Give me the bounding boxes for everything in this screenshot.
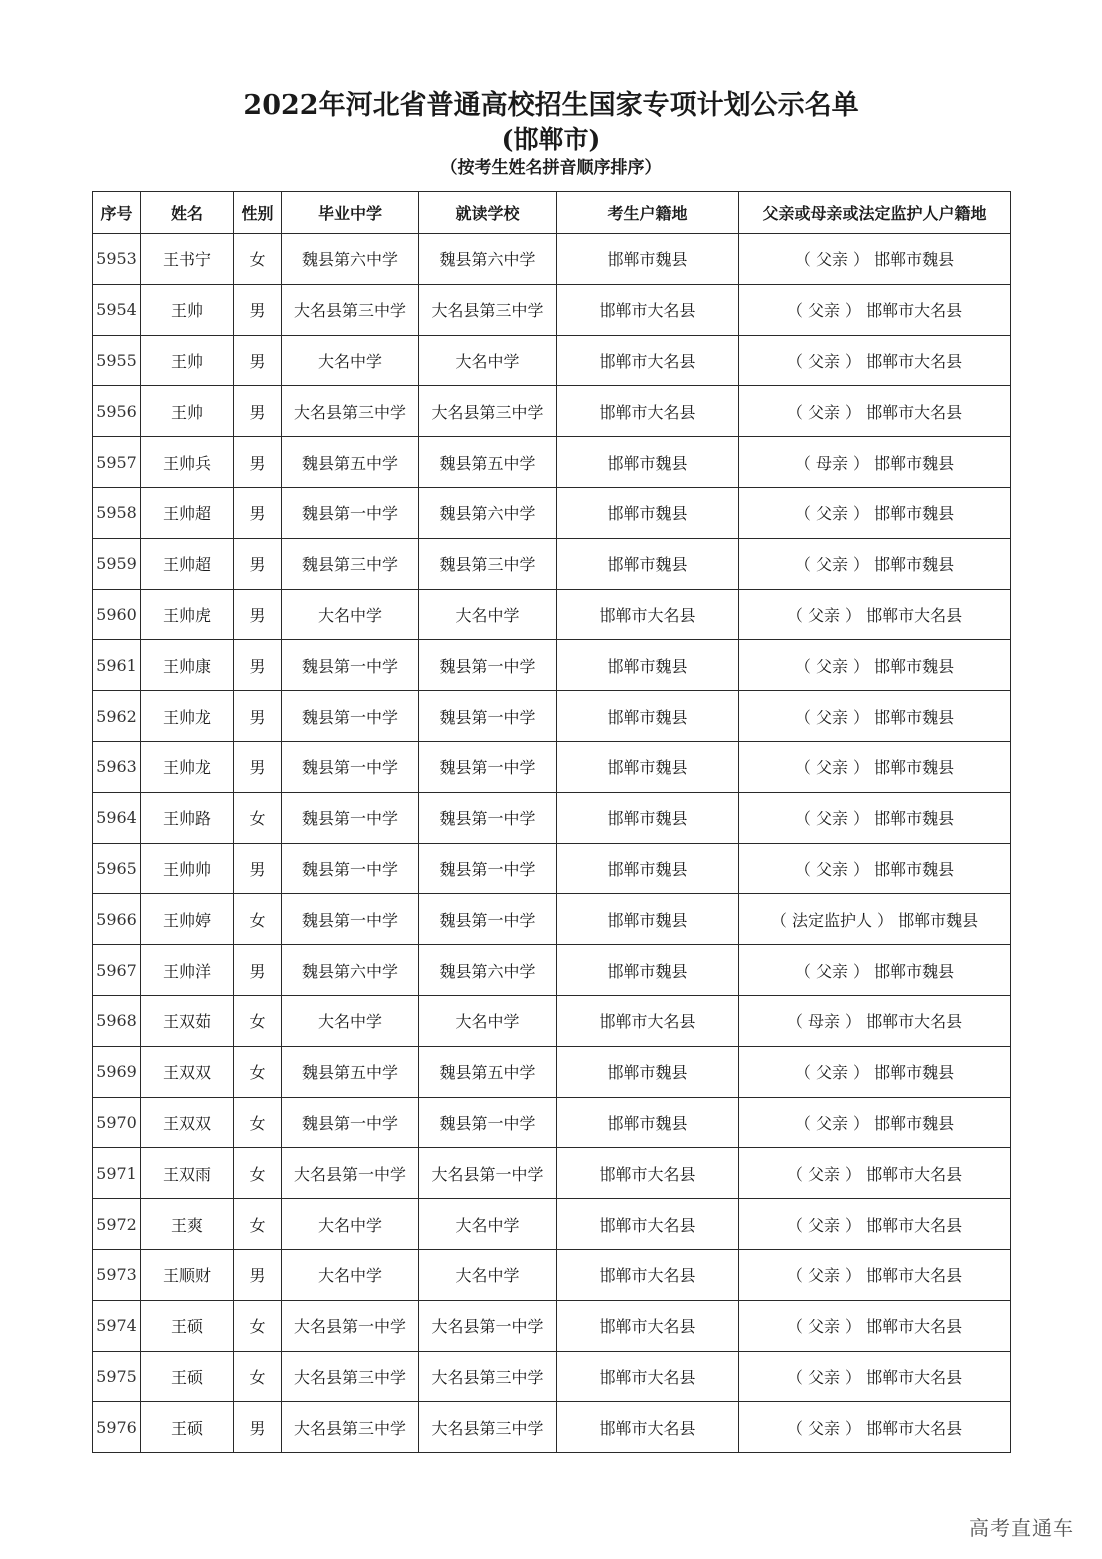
cell-household-registration: 邯郸市魏县 (557, 945, 739, 996)
table-row (93, 589, 1011, 640)
cell-current-school: 大名县第一中学 (419, 1148, 557, 1199)
cell-graduated-school: 大名中学 (282, 995, 419, 1046)
cell-name: 王硕 (141, 1300, 234, 1351)
cell-guardian-registration: （ 母亲 ） 邯郸市魏县 (739, 437, 1011, 488)
cell-guardian-registration: （ 父亲 ） 邯郸市魏县 (739, 792, 1011, 843)
cell-graduated-school: 魏县第一中学 (282, 1097, 419, 1148)
cell-graduated-school: 魏县第一中学 (282, 741, 419, 792)
table-row (93, 741, 1011, 792)
cell-gender: 女 (234, 1148, 282, 1199)
table-row (93, 1148, 1011, 1199)
cell-household-registration: 邯郸市大名县 (557, 1402, 739, 1453)
cell-name: 王帅兵 (141, 437, 234, 488)
cell-current-school: 魏县第一中学 (419, 691, 557, 742)
cell-current-school: 大名中学 (419, 995, 557, 1046)
table-row (93, 691, 1011, 742)
table-row (93, 487, 1011, 538)
cell-current-school: 魏县第五中学 (419, 1046, 557, 1097)
cell-serial-no: 5958 (93, 487, 141, 538)
cell-graduated-school: 魏县第五中学 (282, 1046, 419, 1097)
cell-current-school: 大名县第一中学 (419, 1300, 557, 1351)
header-name: 姓名 (141, 192, 234, 234)
cell-gender: 男 (234, 1249, 282, 1300)
cell-household-registration: 邯郸市大名县 (557, 284, 739, 335)
cell-gender: 女 (234, 1097, 282, 1148)
table-row (93, 284, 1011, 335)
cell-household-registration: 邯郸市大名县 (557, 1148, 739, 1199)
cell-gender: 女 (234, 792, 282, 843)
cell-household-registration: 邯郸市魏县 (557, 487, 739, 538)
cell-household-registration: 邯郸市大名县 (557, 335, 739, 386)
cell-gender: 女 (234, 234, 282, 285)
header-guardian-registration: 父亲或母亲或法定监护人户籍地 (739, 192, 1011, 234)
cell-gender: 男 (234, 538, 282, 589)
cell-name: 王帅婷 (141, 894, 234, 945)
cell-gender: 男 (234, 945, 282, 996)
cell-graduated-school: 大名中学 (282, 1199, 419, 1250)
cell-guardian-registration: （ 父亲 ） 邯郸市大名县 (739, 1402, 1011, 1453)
cell-current-school: 魏县第一中学 (419, 843, 557, 894)
cell-guardian-registration: （ 法定监护人 ） 邯郸市魏县 (739, 894, 1011, 945)
cell-graduated-school: 魏县第三中学 (282, 538, 419, 589)
cell-name: 王帅康 (141, 640, 234, 691)
cell-household-registration: 邯郸市魏县 (557, 640, 739, 691)
cell-gender: 女 (234, 1199, 282, 1250)
cell-gender: 男 (234, 487, 282, 538)
cell-current-school: 大名中学 (419, 335, 557, 386)
cell-gender: 男 (234, 437, 282, 488)
cell-guardian-registration: （ 父亲 ） 邯郸市大名县 (739, 386, 1011, 437)
cell-name: 王爽 (141, 1199, 234, 1250)
cell-guardian-registration: （ 父亲 ） 邯郸市魏县 (739, 741, 1011, 792)
cell-name: 王双雨 (141, 1148, 234, 1199)
table-row (93, 1300, 1011, 1351)
table-row (93, 995, 1011, 1046)
table-row (93, 1351, 1011, 1402)
cell-name: 王帅帅 (141, 843, 234, 894)
admission-roster-table (92, 191, 1011, 1453)
cell-household-registration: 邯郸市魏县 (557, 1097, 739, 1148)
cell-household-registration: 邯郸市魏县 (557, 234, 739, 285)
table-row (93, 1046, 1011, 1097)
cell-name: 王帅洋 (141, 945, 234, 996)
cell-guardian-registration: （ 父亲 ） 邯郸市魏县 (739, 843, 1011, 894)
cell-gender: 女 (234, 1351, 282, 1402)
table-row (93, 386, 1011, 437)
cell-guardian-registration: （ 父亲 ） 邯郸市魏县 (739, 487, 1011, 538)
cell-name: 王帅超 (141, 487, 234, 538)
table-row (93, 843, 1011, 894)
cell-name: 王双双 (141, 1046, 234, 1097)
cell-current-school: 魏县第六中学 (419, 945, 557, 996)
cell-serial-no: 5954 (93, 284, 141, 335)
cell-guardian-registration: （ 父亲 ） 邯郸市大名县 (739, 589, 1011, 640)
cell-graduated-school: 魏县第一中学 (282, 792, 419, 843)
cell-gender: 女 (234, 995, 282, 1046)
table-row (93, 1249, 1011, 1300)
header-graduated-school: 毕业中学 (282, 192, 419, 234)
cell-guardian-registration: （ 父亲 ） 邯郸市魏县 (739, 691, 1011, 742)
cell-guardian-registration: （ 父亲 ） 邯郸市大名县 (739, 284, 1011, 335)
cell-household-registration: 邯郸市魏县 (557, 792, 739, 843)
cell-serial-no: 5966 (93, 894, 141, 945)
cell-current-school: 魏县第三中学 (419, 538, 557, 589)
cell-current-school: 魏县第一中学 (419, 741, 557, 792)
cell-guardian-registration: （ 父亲 ） 邯郸市魏县 (739, 1046, 1011, 1097)
cell-gender: 男 (234, 741, 282, 792)
cell-guardian-registration: （ 父亲 ） 邯郸市大名县 (739, 335, 1011, 386)
cell-guardian-registration: （ 父亲 ） 邯郸市大名县 (739, 1199, 1011, 1250)
cell-household-registration: 邯郸市魏县 (557, 691, 739, 742)
cell-graduated-school: 魏县第一中学 (282, 487, 419, 538)
cell-serial-no: 5959 (93, 538, 141, 589)
cell-gender: 女 (234, 1046, 282, 1097)
cell-current-school: 魏县第五中学 (419, 437, 557, 488)
cell-serial-no: 5960 (93, 589, 141, 640)
table-header-row (93, 192, 1011, 234)
cell-graduated-school: 大名中学 (282, 335, 419, 386)
cell-gender: 女 (234, 1300, 282, 1351)
cell-household-registration: 邯郸市大名县 (557, 1249, 739, 1300)
cell-current-school: 魏县第六中学 (419, 234, 557, 285)
cell-gender: 男 (234, 386, 282, 437)
table-body (93, 234, 1011, 1453)
cell-serial-no: 5974 (93, 1300, 141, 1351)
cell-gender: 男 (234, 843, 282, 894)
cell-graduated-school: 大名县第三中学 (282, 1351, 419, 1402)
table-row (93, 1097, 1011, 1148)
cell-gender: 女 (234, 894, 282, 945)
cell-household-registration: 邯郸市大名县 (557, 995, 739, 1046)
watermark-text: 高考直通车 (969, 1516, 1074, 1540)
cell-serial-no: 5956 (93, 386, 141, 437)
cell-serial-no: 5975 (93, 1351, 141, 1402)
cell-serial-no: 5961 (93, 640, 141, 691)
header-gender: 性别 (234, 192, 282, 234)
cell-household-registration: 邯郸市魏县 (557, 894, 739, 945)
cell-household-registration: 邯郸市大名县 (557, 386, 739, 437)
cell-name: 王书宁 (141, 234, 234, 285)
cell-name: 王硕 (141, 1351, 234, 1402)
cell-household-registration: 邯郸市魏县 (557, 843, 739, 894)
cell-name: 王帅超 (141, 538, 234, 589)
table-row (93, 1199, 1011, 1250)
cell-guardian-registration: （ 父亲 ） 邯郸市大名县 (739, 1148, 1011, 1199)
cell-current-school: 魏县第六中学 (419, 487, 557, 538)
cell-household-registration: 邯郸市魏县 (557, 437, 739, 488)
cell-guardian-registration: （ 母亲 ） 邯郸市大名县 (739, 995, 1011, 1046)
cell-serial-no: 5953 (93, 234, 141, 285)
cell-graduated-school: 大名县第一中学 (282, 1300, 419, 1351)
cell-current-school: 大名县第三中学 (419, 1351, 557, 1402)
document-subtitle: (邯郸市) (501, 125, 601, 154)
table-row (93, 538, 1011, 589)
cell-current-school: 魏县第一中学 (419, 894, 557, 945)
cell-name: 王帅虎 (141, 589, 234, 640)
table-row (93, 792, 1011, 843)
sort-note: （按考生姓名拼音顺序排序） (440, 158, 662, 178)
cell-current-school: 魏县第一中学 (419, 792, 557, 843)
header-household-registration: 考生户籍地 (557, 192, 739, 234)
cell-graduated-school: 魏县第一中学 (282, 640, 419, 691)
cell-name: 王帅 (141, 386, 234, 437)
cell-gender: 男 (234, 335, 282, 386)
table-row (93, 1402, 1011, 1453)
header-serial-no: 序号 (93, 192, 141, 234)
cell-guardian-registration: （ 父亲 ） 邯郸市大名县 (739, 1300, 1011, 1351)
cell-graduated-school: 魏县第一中学 (282, 691, 419, 742)
cell-name: 王帅 (141, 284, 234, 335)
cell-household-registration: 邯郸市大名县 (557, 1300, 739, 1351)
cell-name: 王硕 (141, 1402, 234, 1453)
cell-name: 王帅龙 (141, 691, 234, 742)
cell-gender: 男 (234, 589, 282, 640)
cell-name: 王帅 (141, 335, 234, 386)
cell-serial-no: 5971 (93, 1148, 141, 1199)
cell-current-school: 大名县第三中学 (419, 1402, 557, 1453)
table-row (93, 894, 1011, 945)
table-row (93, 945, 1011, 996)
table-row (93, 234, 1011, 285)
table-row (93, 335, 1011, 386)
cell-current-school: 大名县第三中学 (419, 284, 557, 335)
cell-serial-no: 5957 (93, 437, 141, 488)
cell-guardian-registration: （ 父亲 ） 邯郸市魏县 (739, 538, 1011, 589)
cell-household-registration: 邯郸市魏县 (557, 1046, 739, 1097)
cell-serial-no: 5962 (93, 691, 141, 742)
cell-guardian-registration: （ 父亲 ） 邯郸市大名县 (739, 1351, 1011, 1402)
cell-household-registration: 邯郸市大名县 (557, 1351, 739, 1402)
cell-household-registration: 邯郸市大名县 (557, 1199, 739, 1250)
cell-graduated-school: 魏县第六中学 (282, 945, 419, 996)
cell-gender: 男 (234, 284, 282, 335)
cell-graduated-school: 魏县第六中学 (282, 234, 419, 285)
cell-gender: 男 (234, 691, 282, 742)
cell-name: 王帅路 (141, 792, 234, 843)
document-title: 2022年河北省普通高校招生国家专项计划公示名单 (243, 90, 859, 121)
cell-serial-no: 5968 (93, 995, 141, 1046)
cell-current-school: 大名中学 (419, 589, 557, 640)
cell-guardian-registration: （ 父亲 ） 邯郸市魏县 (739, 640, 1011, 691)
cell-graduated-school: 魏县第一中学 (282, 843, 419, 894)
cell-graduated-school: 魏县第五中学 (282, 437, 419, 488)
cell-graduated-school: 大名县第一中学 (282, 1148, 419, 1199)
cell-serial-no: 5967 (93, 945, 141, 996)
cell-current-school: 魏县第一中学 (419, 1097, 557, 1148)
cell-guardian-registration: （ 父亲 ） 邯郸市魏县 (739, 945, 1011, 996)
cell-household-registration: 邯郸市大名县 (557, 589, 739, 640)
header-current-school: 就读学校 (419, 192, 557, 234)
cell-guardian-registration: （ 父亲 ） 邯郸市魏县 (739, 1097, 1011, 1148)
table-row (93, 640, 1011, 691)
cell-current-school: 大名中学 (419, 1199, 557, 1250)
cell-serial-no: 5969 (93, 1046, 141, 1097)
cell-name: 王帅龙 (141, 741, 234, 792)
cell-graduated-school: 大名中学 (282, 1249, 419, 1300)
cell-graduated-school: 大名县第三中学 (282, 386, 419, 437)
cell-serial-no: 5964 (93, 792, 141, 843)
cell-serial-no: 5972 (93, 1199, 141, 1250)
cell-serial-no: 5970 (93, 1097, 141, 1148)
cell-current-school: 大名县第三中学 (419, 386, 557, 437)
cell-serial-no: 5976 (93, 1402, 141, 1453)
cell-current-school: 魏县第一中学 (419, 640, 557, 691)
cell-household-registration: 邯郸市魏县 (557, 741, 739, 792)
cell-graduated-school: 大名县第三中学 (282, 284, 419, 335)
cell-serial-no: 5973 (93, 1249, 141, 1300)
cell-gender: 男 (234, 640, 282, 691)
cell-name: 王顺财 (141, 1249, 234, 1300)
table-row (93, 437, 1011, 488)
cell-current-school: 大名中学 (419, 1249, 557, 1300)
cell-graduated-school: 魏县第一中学 (282, 894, 419, 945)
cell-serial-no: 5965 (93, 843, 141, 894)
cell-name: 王双茹 (141, 995, 234, 1046)
cell-serial-no: 5963 (93, 741, 141, 792)
cell-gender: 男 (234, 1402, 282, 1453)
cell-name: 王双双 (141, 1097, 234, 1148)
cell-guardian-registration: （ 父亲 ） 邯郸市大名县 (739, 1249, 1011, 1300)
cell-guardian-registration: （ 父亲 ） 邯郸市魏县 (739, 234, 1011, 285)
cell-serial-no: 5955 (93, 335, 141, 386)
cell-graduated-school: 大名县第三中学 (282, 1402, 419, 1453)
cell-household-registration: 邯郸市魏县 (557, 538, 739, 589)
cell-graduated-school: 大名中学 (282, 589, 419, 640)
